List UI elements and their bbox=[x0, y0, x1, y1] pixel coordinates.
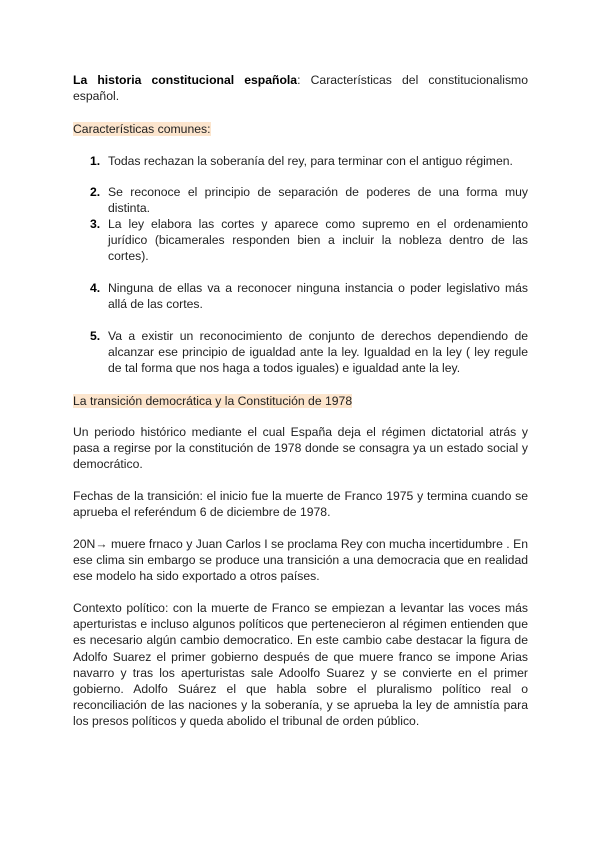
list-item-number: 2. bbox=[90, 185, 101, 199]
list-item-number: 3. bbox=[90, 217, 101, 231]
list-item-text: Todas rechazan la soberanía del rey, para terminar con el antiguo régimen. bbox=[108, 154, 513, 168]
list-item bbox=[90, 216, 528, 265]
section1-heading-text: Características comunes: bbox=[73, 122, 211, 136]
document-title bbox=[73, 72, 528, 104]
list-item bbox=[90, 280, 528, 312]
list-item-text: Va a existir un reconocimiento de conjunto de derechos dependiendo de alcanzar ese principio de igualdad ante la ley. Igualdad en la ley ( ley regule de tal forma que nos haga a todos iguales) e igualdad ante la ley. bbox=[108, 329, 528, 376]
section2-heading bbox=[73, 393, 528, 409]
list-item-text: Ninguna de ellas va a reconocer ninguna instancia o poder legislativo más allá de las cortes. bbox=[108, 281, 528, 312]
paragraph: Fechas de la transición: el inicio fue la muerte de Franco 1975 y termina cuando se aprueba el referéndum 6 de diciembre de 1978. bbox=[73, 489, 528, 520]
list-item bbox=[90, 153, 528, 169]
paragraph: 20N→ muere frnaco y Juan Carlos I se proclama Rey con mucha incertidumbre . En ese clima sin embargo se produce una transición a una democracia que en realidad ese modelo ha sido exportado a otros países. bbox=[73, 537, 528, 584]
title-bold: La historia constitucional española bbox=[73, 73, 298, 87]
paragraph: Un periodo histórico mediante el cual España deja el régimen dictatorial atrás y pasa a regirse por la constitución de 1978 donde se consagra ya un estado social y democrático. bbox=[73, 425, 528, 472]
list-item-text: La ley elabora las cortes y aparece como supremo en el ordenamiento jurídico (bicamerales responden bien a incluir la nobleza dentro de las cortes). bbox=[108, 217, 528, 264]
section2-heading-text: La transición democrática y la Constitución de 1978 bbox=[73, 394, 353, 408]
list-item bbox=[90, 184, 528, 216]
list-item-number: 5. bbox=[90, 329, 101, 343]
section1-heading bbox=[73, 121, 528, 137]
title-rest: : Características del constitucionalismo español. bbox=[73, 73, 528, 104]
paragraph: Contexto político: con la muerte de Franco se empiezan a levantar las voces más aperturistas e incluso algunos políticos que pertenecieron al régimen entienden que es necesario algún cambio democratico. En este cambio cabe destacar la figura de Adolfo Suarez el primer gobierno después de que muere franco se impone Arias navarro y tras los aperturistas sale Adoolfo Suarez y se convierte en el primer gobierno. Adolfo Suárez el que habla sobre el pluralismo político real o reconciliación de las naciones y la soberanía, y se aprueba la ley de amnistía para los presos políticos y queda abolido el tribunal de orden público. bbox=[73, 601, 528, 729]
list-item-number: 1. bbox=[90, 154, 101, 168]
list-item-number: 4. bbox=[90, 281, 101, 295]
list-item-text: Se reconoce el principio de separación de poderes de una forma muy distinta. bbox=[108, 185, 528, 216]
list-item bbox=[90, 328, 528, 377]
